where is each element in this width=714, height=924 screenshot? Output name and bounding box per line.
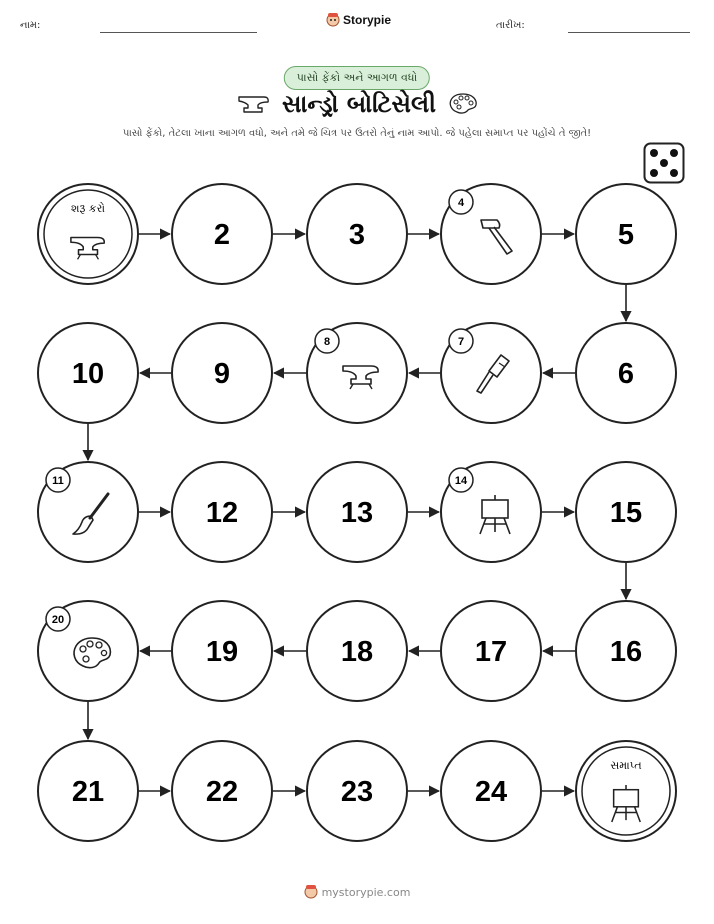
board-cell — [307, 184, 407, 284]
finish-cell — [576, 741, 676, 841]
board-cell — [172, 323, 272, 423]
board-cell — [576, 184, 676, 284]
start-label: શરૂ કરો — [70, 202, 106, 215]
board-cell — [307, 323, 407, 423]
brand-name: Storypie — [343, 13, 392, 27]
footer — [0, 884, 714, 900]
cell-number: 24 — [474, 776, 508, 808]
subtitle-badge: પાસો ફેંકો અને આગળ વધો — [284, 66, 430, 90]
name-label: નામ: — [20, 20, 41, 31]
cell-number: 7 — [457, 336, 465, 348]
cell-number: 12 — [205, 497, 239, 529]
board-cell — [38, 741, 138, 841]
cell-number: 11 — [52, 475, 64, 487]
board-cell — [441, 184, 541, 284]
cell-number: 4 — [457, 197, 465, 209]
page-title: સાન્ડ્રો બોટિસેલી — [282, 90, 436, 118]
board-cell — [38, 462, 138, 562]
cell-number: 17 — [474, 636, 508, 668]
board-cell — [172, 462, 272, 562]
cell-number: 2 — [213, 219, 231, 251]
board-cell — [441, 601, 541, 701]
cell-number: 15 — [609, 497, 643, 529]
board-cell — [307, 741, 407, 841]
cell-number: 3 — [348, 219, 366, 251]
board-cell — [441, 741, 541, 841]
board-cell — [576, 323, 676, 423]
board-cell — [38, 323, 138, 423]
board-cell — [172, 601, 272, 701]
storypie-mascot-icon — [304, 884, 318, 900]
cell-number: 14 — [454, 475, 468, 487]
board-cell — [441, 323, 541, 423]
board-cell — [576, 601, 676, 701]
cell-number: 18 — [340, 636, 374, 668]
start-cell — [38, 184, 138, 284]
board-cell — [307, 462, 407, 562]
board-cell — [441, 462, 541, 562]
date-label: તારીખ: — [496, 20, 525, 31]
instructions-text: પાસો ફેંકો, તેટલા ખાના આગળ વધો, અને તમે જે ચિત્ર પર ઉતરો તેનું નામ આપો. જે પહેલા સમાપ્ત પર પહોંચે તે જીતે! — [122, 128, 592, 139]
cell-number: 19 — [205, 636, 239, 668]
cell-number: 10 — [71, 358, 105, 390]
board-cell — [172, 184, 272, 284]
cell-number: 22 — [205, 776, 239, 808]
board-cell — [38, 601, 138, 701]
cell-number: 23 — [340, 776, 374, 808]
board-cell — [172, 741, 272, 841]
footer-url: mystorypie.com — [321, 885, 411, 899]
cell-number: 16 — [609, 636, 643, 668]
board-cell — [307, 601, 407, 701]
cell-number: 5 — [617, 219, 635, 251]
cell-number: 13 — [340, 497, 374, 529]
cell-number: 6 — [617, 358, 635, 390]
cell-number: 21 — [71, 776, 105, 808]
board-cell — [576, 462, 676, 562]
finish-label: સમાપ્ત — [610, 759, 642, 772]
cell-number: 9 — [213, 358, 231, 390]
cell-number: 8 — [323, 336, 331, 348]
cell-number: 20 — [51, 614, 65, 626]
